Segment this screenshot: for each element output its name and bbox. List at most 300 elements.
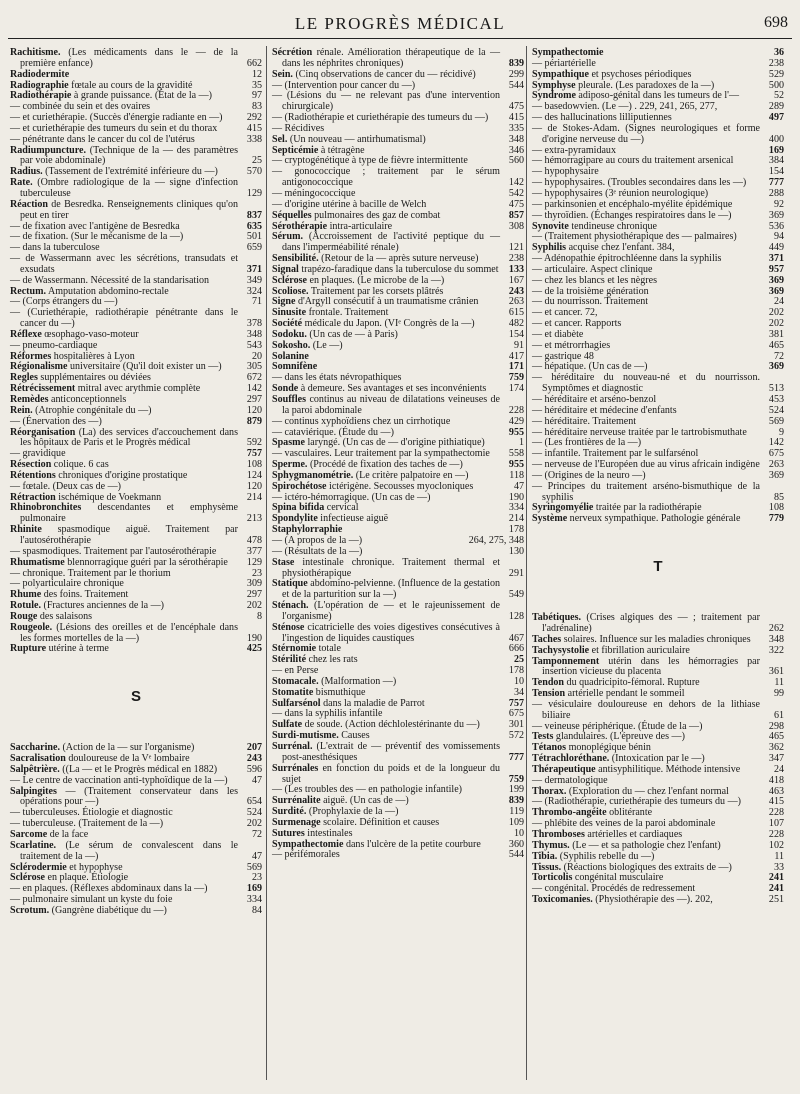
index-entry — [10, 428, 262, 450]
page-reference: 615 — [508, 307, 524, 319]
index-description: — et diabète — [532, 328, 584, 340]
page-reference: 596 — [246, 763, 262, 775]
page-reference: 659 — [246, 242, 262, 254]
index-description: — tuberculeuse. (Traitement de la —) — [10, 818, 164, 830]
index-column-1 — [10, 48, 262, 917]
index-column-3 — [532, 48, 784, 906]
index-description: — du nourrisson. Traitement — [532, 296, 649, 308]
page-reference: 108 — [768, 502, 784, 514]
page-reference: 120 — [246, 404, 262, 416]
page-reference: 202 — [246, 818, 262, 830]
index-description: et hypophyse — [66, 861, 123, 873]
index-term: Tabétiques. — [532, 612, 582, 624]
page-reference: 418 — [768, 774, 784, 786]
index-description: — (Origines de la neuro —) — [532, 469, 646, 481]
index-description: — (Intervention pour cancer du —) — [272, 79, 416, 91]
page-reference: 169 — [246, 883, 262, 895]
page-reference: 33 — [773, 861, 784, 873]
page-reference: 478 — [246, 534, 262, 546]
index-description: — pneumo-cardiaque — [10, 339, 98, 351]
index-description: acquise chez l'enfant. 384, — [566, 242, 675, 254]
page-reference: 47 — [513, 480, 524, 492]
index-term: Réorganisation — [10, 426, 76, 438]
index-term: Société — [272, 318, 303, 330]
page-reference: 10 — [513, 827, 524, 839]
index-term: Séquelles — [272, 209, 312, 221]
index-description: scolaire. Définition et causes — [320, 816, 440, 828]
index-term: Spondylite — [272, 513, 318, 525]
index-description: (Le — et sa pathologie chez l'enfant) — [569, 839, 721, 851]
page-reference: 23 — [251, 567, 262, 579]
index-description: supplémentaires ou déviées — [37, 372, 151, 384]
index-description: douloureuse de la Vᵉ lombaire — [65, 753, 190, 765]
page-reference: 228 — [768, 807, 784, 819]
page-reference: 348 — [508, 133, 524, 145]
index-description: et fibrillation auriculaire — [589, 644, 690, 656]
index-entry — [532, 613, 784, 635]
page-reference: 369 — [768, 469, 784, 481]
index-description: (Action de la — sur l'organisme) — [59, 742, 195, 754]
index-entry — [532, 700, 784, 722]
index-entry — [10, 525, 262, 547]
index-term: Rhinite — [10, 524, 42, 536]
index-term: Tendon — [532, 677, 565, 689]
index-description: (Technique de la — des paramètres par voie abdominale) — [20, 144, 238, 167]
index-term: Synovite — [532, 220, 569, 232]
page-reference: 190 — [246, 632, 262, 644]
index-description: chez les rats — [306, 654, 358, 666]
index-description: (L'extrait de — préventif des vomissements post-anesthésiques — [282, 741, 500, 763]
index-term: Rhumatisme — [10, 556, 65, 568]
index-term: Radius. — [10, 166, 43, 178]
index-description: artérielle pendant le sommeil — [565, 688, 685, 700]
index-term: Tétanos — [532, 742, 567, 754]
index-term: Sensibilité. — [272, 253, 319, 265]
index-description: — dermatologique — [532, 774, 608, 786]
page-reference: 213 — [246, 513, 262, 525]
page-reference: 453 — [768, 394, 784, 405]
index-description: (Crises algiques des — ; traitement par l'adrénaline) — [542, 612, 760, 634]
index-term: Tissus. — [532, 861, 562, 873]
page-reference: 497 — [768, 112, 784, 124]
index-term: Thérapeutique — [532, 763, 596, 775]
index-description: (Le sérum de convalescent dans le traitement de la —) — [20, 839, 238, 862]
index-description: (Exploration du — chez l'enfant normal — [566, 785, 729, 797]
page-reference: 263 — [508, 296, 524, 308]
index-description: à grande puissance. (État de la —) — [71, 90, 213, 102]
index-description: universitaire (Qu'il doit exister un —) — [67, 361, 222, 373]
page-reference: 228 — [508, 404, 524, 416]
index-description: — (Radiothérapie, curiethérapie des tumeurs du —) — [532, 796, 741, 808]
index-description: — infantile. Traitement par le sulfarsénol — [532, 448, 699, 460]
page-reference: 759 — [508, 372, 524, 384]
index-description: oblitérante — [606, 807, 653, 819]
page-reference: 415 — [768, 796, 784, 808]
index-term: Rate. — [10, 177, 33, 189]
index-term: Sulfarsénol — [272, 697, 321, 709]
index-description: — dans les états névropathiques — [272, 372, 402, 384]
page-reference: 675 — [768, 448, 784, 460]
index-term: Rétrécissement — [10, 383, 76, 395]
index-term: Surdi-mutisme. — [272, 730, 339, 742]
index-description: — et curiethérapie. (Succès d'énergie radiante en —) — [10, 112, 223, 124]
index-description: adiposo-génital dans les tumeurs de l'— — [575, 90, 740, 102]
page-reference: 371 — [768, 253, 784, 265]
page-reference: 662 — [246, 57, 262, 69]
page-reference: 378 — [246, 318, 262, 330]
page-reference: 118 — [509, 469, 524, 481]
index-description: des salaisons — [37, 610, 93, 622]
page-reference: 52 — [773, 90, 784, 102]
index-description: nerveux sympathique. Pathologie générale — [567, 513, 741, 525]
index-entry — [532, 657, 784, 679]
page-reference: 334 — [246, 894, 262, 906]
index-description: — héréditaire nerveuse traitée par le tartrobismuthate — [532, 426, 747, 438]
page-reference: 369 — [768, 285, 784, 297]
index-description: — de Wassermann. Nécessité de la standarisation — [10, 274, 210, 286]
index-description: — thyroïdien. (Échanges respiratoires dans le —) — [532, 209, 732, 221]
page-reference: 214 — [508, 513, 524, 525]
index-description: des foins. Traitement — [41, 589, 129, 601]
page-reference: 361 — [768, 666, 784, 678]
index-description: congénital musculaire — [572, 872, 664, 884]
page-reference: 128 — [508, 610, 524, 622]
page-reference: 288 — [768, 187, 784, 199]
index-description: — chronique. Traitement par le thorium — [10, 567, 171, 579]
page-reference: 292 — [246, 112, 262, 124]
index-description: antisyphilitique. Méthode intensive — [595, 763, 741, 775]
page-reference: 171 — [508, 361, 524, 373]
page-reference: 238 — [508, 253, 524, 265]
index-term: Radiumpuncture. — [10, 144, 87, 156]
index-term: Spirochétose — [272, 480, 327, 492]
index-description: (Procédé de fixation des taches de —) — [307, 459, 463, 471]
page-reference: 120 — [246, 480, 262, 492]
page-reference: 129 — [246, 556, 262, 568]
page-reference: 543 — [246, 339, 262, 351]
index-description: (Le critère palpatoire en —) — [353, 469, 469, 481]
index-term: Rouge — [10, 610, 38, 622]
page-reference: 757 — [246, 448, 262, 460]
page-reference: 309 — [246, 578, 262, 590]
index-term: Stérnomie — [272, 643, 317, 655]
page-reference: 102 — [768, 839, 784, 851]
index-term: Sympathectomie — [272, 838, 344, 850]
page-reference: 759 — [508, 773, 524, 785]
index-description: (Atrophie congénitale du —) — [32, 404, 152, 416]
index-description: — héréditaire. Traitement — [532, 415, 637, 427]
index-description: — (Les troubles des — en pathologie infantile) — [272, 784, 463, 796]
index-description: monoplégique bénin — [566, 742, 651, 754]
index-description: fœtale au cours de la gravidité — [68, 79, 193, 91]
index-term: Stase — [272, 556, 295, 568]
index-description: (Accroissement de l'activité peptique du — dans l'imperméabilité rénale) — [282, 231, 500, 254]
index-description: de la face — [47, 829, 89, 840]
index-entry — [272, 623, 524, 645]
index-description: — Adénopathie épitrochléenne dans la syphilis — [532, 253, 722, 265]
index-description: tendineuse chronique — [568, 220, 658, 232]
index-description: — spasmodiques. Traitement par l'autosérothérapie — [10, 545, 217, 557]
page-reference: 839 — [508, 795, 524, 807]
page-reference: 475 — [508, 198, 524, 210]
page-reference: 572 — [508, 730, 524, 742]
index-description: — (Curiethérapie, radiothérapie pénétrante dans le cancer du —) — [10, 307, 238, 330]
index-description: — et curiethérapie des tumeurs du sein et du thorax — [10, 122, 218, 134]
index-description: — de Wassermann avec les sécrétions, transudats et exsudats — [10, 253, 238, 275]
page-reference: 291 — [508, 567, 524, 579]
index-term: Rétentions — [10, 469, 56, 481]
index-description: en plaques. (Le microbe de la —) — [306, 274, 445, 286]
page-reference: 178 — [508, 665, 524, 677]
column-divider — [266, 46, 267, 1080]
page-reference: 202 — [246, 600, 262, 612]
page-reference: 324 — [246, 285, 262, 297]
page-reference: 415 — [508, 112, 524, 124]
page-reference: 262 — [768, 622, 784, 634]
index-term: Solanine — [272, 350, 309, 362]
index-description: — vésiculaire douloureuse en dehors de la lithiase biliaire — [532, 698, 760, 721]
index-description: ((La — et le Progrès médical en 1882) — [59, 763, 218, 775]
index-description: — (Les frontières de la —) — [532, 437, 642, 449]
page-reference: 429 — [508, 415, 524, 427]
index-description: œsophago-vaso-moteur — [41, 328, 139, 340]
index-term: Sperme. — [272, 459, 308, 471]
index-term: Radiodermite — [10, 68, 70, 80]
index-description: à demeure. Ses avantages et ses inconvénients — [298, 383, 487, 395]
page-reference: 154 — [508, 328, 524, 340]
index-description: — congénital. Procédés de redressement — [532, 883, 696, 895]
page-reference: 11 — [774, 677, 784, 689]
index-description: — gonococcique ; traitement par le sérum antigonococcique — [272, 166, 500, 189]
index-term: Surrénal. — [272, 741, 313, 752]
page-reference: 839 — [508, 57, 524, 69]
index-entry — [272, 91, 524, 113]
page-reference: 228 — [768, 829, 784, 840]
index-description: pleurale. (Les paradoxes de la —) — [575, 79, 715, 91]
page-reference: 297 — [246, 394, 262, 405]
page-reference: 47 — [251, 774, 262, 786]
page-reference: 94 — [773, 231, 784, 243]
page-reference: 297 — [246, 589, 262, 601]
page-reference: 36 — [773, 47, 784, 58]
index-description: — (Lésions du — ne relevant pas d'une intervention chirurgicale) — [272, 90, 500, 113]
page-reference: 298 — [768, 720, 784, 732]
index-term: Thymus. — [532, 839, 570, 851]
index-term: Stérilité — [272, 654, 307, 666]
index-term: Thrombo-angéite — [532, 807, 607, 819]
index-description: — héréditaire du nouveau-né et du nourrisson. Symptômes et diagnostic — [532, 372, 760, 395]
index-term: Sténach. — [272, 600, 309, 612]
index-term: Stomacale. — [272, 675, 319, 687]
page-reference: 25 — [513, 654, 524, 666]
page-reference: 241 — [768, 883, 784, 895]
page-reference: 536 — [768, 220, 784, 232]
index-description: — phlébite des veines de la paroi abdominale — [532, 818, 716, 830]
index-description: Causes — [338, 730, 370, 742]
index-term: Thorax. — [532, 785, 567, 797]
index-term: Rupture — [10, 643, 47, 655]
index-description: (L'opération de — et le rajeunissement de l'organisme) — [282, 600, 500, 622]
page-reference: 8 — [256, 610, 262, 622]
index-description: — dans la syphilis infantile — [272, 708, 383, 720]
index-term: Sutures — [272, 827, 305, 839]
index-description: — de fixation avec l'antigène de Besredka — [10, 220, 180, 232]
page-reference: 24 — [773, 296, 784, 308]
page-reference: 133 — [508, 263, 524, 275]
page-reference: 381 — [768, 328, 784, 340]
index-term: Sulfate — [272, 719, 303, 731]
index-description: — parkinsonien et encéphalo-myélite épidémique — [532, 198, 733, 210]
index-term: Sécrétion — [272, 47, 313, 58]
page-reference: 97 — [251, 90, 262, 102]
index-term: Scoliose. — [272, 285, 309, 297]
page-reference: 335 — [508, 122, 524, 134]
page-reference: 142 — [768, 437, 784, 449]
index-description: totale — [316, 643, 341, 655]
index-description: pulmonaires des gaz de combat — [311, 209, 441, 221]
index-description: blennorragique guéri par la sérothérapie — [64, 556, 228, 568]
index-description: — des hallucinations lilliputiennes — [532, 112, 672, 124]
page-reference: 362 — [768, 742, 784, 754]
index-description: — en plaques. (Réflexes abdominaux dans la —) — [10, 883, 208, 895]
index-term: Sacralisation — [10, 753, 66, 765]
index-description: et psychoses périodiques — [588, 68, 692, 80]
index-description: d'Argyll consécutif à un traumatisme crânien — [295, 296, 479, 308]
index-entry — [272, 579, 524, 601]
page-reference: 549 — [508, 589, 524, 601]
index-description: — et cancer. 72, — [532, 307, 598, 319]
page-reference: 35 — [251, 79, 262, 91]
index-description: (Malformation —) — [318, 675, 397, 687]
index-term: Sympathectomie — [532, 47, 604, 58]
page-reference: 214 — [246, 491, 262, 503]
page-reference: 301 — [508, 719, 524, 731]
section-letter: T — [653, 558, 663, 576]
index-description: — dans la tuberculose — [10, 242, 100, 254]
page-reference: 99 — [773, 688, 784, 700]
page-reference: 241 — [768, 872, 784, 884]
index-term: Sténose — [272, 621, 305, 633]
index-description: laryngé. (Un cas de — d'origine pithiatique) — [304, 437, 485, 449]
index-description: — et cancer. Rapports — [532, 318, 622, 330]
index-entry — [272, 558, 524, 580]
index-description: intra-articulaire — [327, 220, 393, 232]
page-reference: 675 — [508, 708, 524, 720]
page-reference: 154 — [768, 166, 784, 178]
index-term: Tamponnement — [532, 655, 600, 667]
index-description: — périfémorales — [272, 849, 340, 861]
index-term: Syphilis — [532, 242, 567, 254]
index-term: Rachitisme. — [10, 47, 61, 58]
index-term: Spasme — [272, 437, 305, 449]
index-description: (Le —) — [310, 339, 343, 351]
index-term: Syringomyélie — [532, 502, 594, 514]
index-term: Rein. — [10, 404, 33, 416]
index-description: — hypophysaire — [532, 166, 599, 178]
index-entry — [10, 48, 262, 70]
index-description: (Fractures anciennes de la —) — [40, 600, 165, 612]
index-description: — (Radiothérapie et curiethérapie des tumeurs du —) — [272, 112, 489, 124]
page-reference: 857 — [508, 209, 524, 221]
page-reference: 202 — [768, 318, 784, 330]
index-term: Rotule. — [10, 600, 41, 612]
index-entry — [532, 124, 784, 146]
page-reference: 10 — [513, 675, 524, 687]
page-reference: 84 — [251, 904, 262, 916]
index-entry — [272, 167, 524, 189]
index-description: traitée par la radiothérapie — [593, 502, 702, 514]
index-description: (Un cas de — à Paris) — [306, 328, 398, 340]
page-reference: 142 — [508, 177, 524, 189]
index-term: Scrotum. — [10, 904, 50, 916]
page-reference: 463 — [768, 785, 784, 797]
page-reference: 347 — [768, 753, 784, 765]
page-reference: 569 — [768, 415, 784, 427]
index-description: bismuthique — [313, 686, 366, 698]
index-description: (Tassement de l'extrémité inférieure du —) — [42, 166, 218, 178]
index-description: — héréditaire et médecine d'enfants — [532, 404, 677, 416]
index-term: Sphygmanométrie. — [272, 469, 354, 481]
page-reference: 108 — [246, 459, 262, 471]
index-description: Amputation abdomino-rectale — [46, 285, 169, 297]
index-term: Surrénalite — [272, 795, 321, 807]
page-reference: 465 — [768, 731, 784, 743]
index-description: — (Corps étrangers du —) — [10, 296, 118, 308]
index-entry — [532, 514, 784, 525]
page-reference: 124 — [246, 469, 262, 481]
page-reference: 190 — [508, 491, 524, 503]
index-description: descendantes et emphysème pulmonaire — [20, 502, 238, 525]
page-reference: 957 — [768, 263, 784, 275]
page-reference: 129 — [246, 187, 262, 199]
index-description: mitral avec arythmie complète — [75, 383, 201, 395]
page-reference: 167 — [508, 274, 524, 286]
page-reference: 1 — [518, 437, 524, 449]
page-reference: 465 — [768, 339, 784, 351]
index-description: colique. 6 cas — [51, 459, 109, 471]
page-reference: 24 — [773, 763, 784, 775]
page-reference: 243 — [246, 753, 262, 765]
index-term: Sinusite — [272, 307, 307, 319]
index-term: Scarlatine. — [10, 839, 57, 851]
page-reference: 449 — [768, 242, 784, 254]
page-reference: 777 — [508, 751, 524, 763]
index-description: (Ombre radiologique de la — signe d'infection tuberculeuse — [20, 177, 238, 199]
index-term: Souffles — [272, 394, 307, 405]
index-term: Sympathique — [532, 68, 589, 80]
page-reference: 955 — [508, 426, 524, 438]
index-term: Salpêtrière. — [10, 763, 60, 775]
index-term: Syndrome — [532, 90, 576, 102]
index-description: — en Perse — [272, 665, 319, 677]
index-description: de Besredka. Renseignements cliniques qu'on peut en tirer — [20, 198, 238, 221]
page-reference: 635 — [246, 220, 262, 232]
page-reference: 524 — [246, 807, 262, 819]
index-term: Sokosho. — [272, 339, 311, 351]
page-reference: 207 — [246, 742, 262, 754]
index-term: Régionalisme — [10, 361, 68, 373]
page-reference: 569 — [246, 861, 262, 873]
index-term: Rhume — [10, 589, 42, 601]
index-column-2 — [272, 48, 524, 861]
index-term: Tétrachloréthane. — [532, 753, 610, 765]
index-description: (Un nouveau — antirhumatismal) — [287, 133, 426, 145]
page-reference: 524 — [768, 404, 784, 416]
page-reference: 92 — [773, 198, 784, 210]
page-reference: 400 — [768, 133, 784, 145]
index-term: Rhinobronchites — [10, 502, 82, 514]
index-description: — fœtale. (Deux cas de —) — [10, 480, 122, 492]
